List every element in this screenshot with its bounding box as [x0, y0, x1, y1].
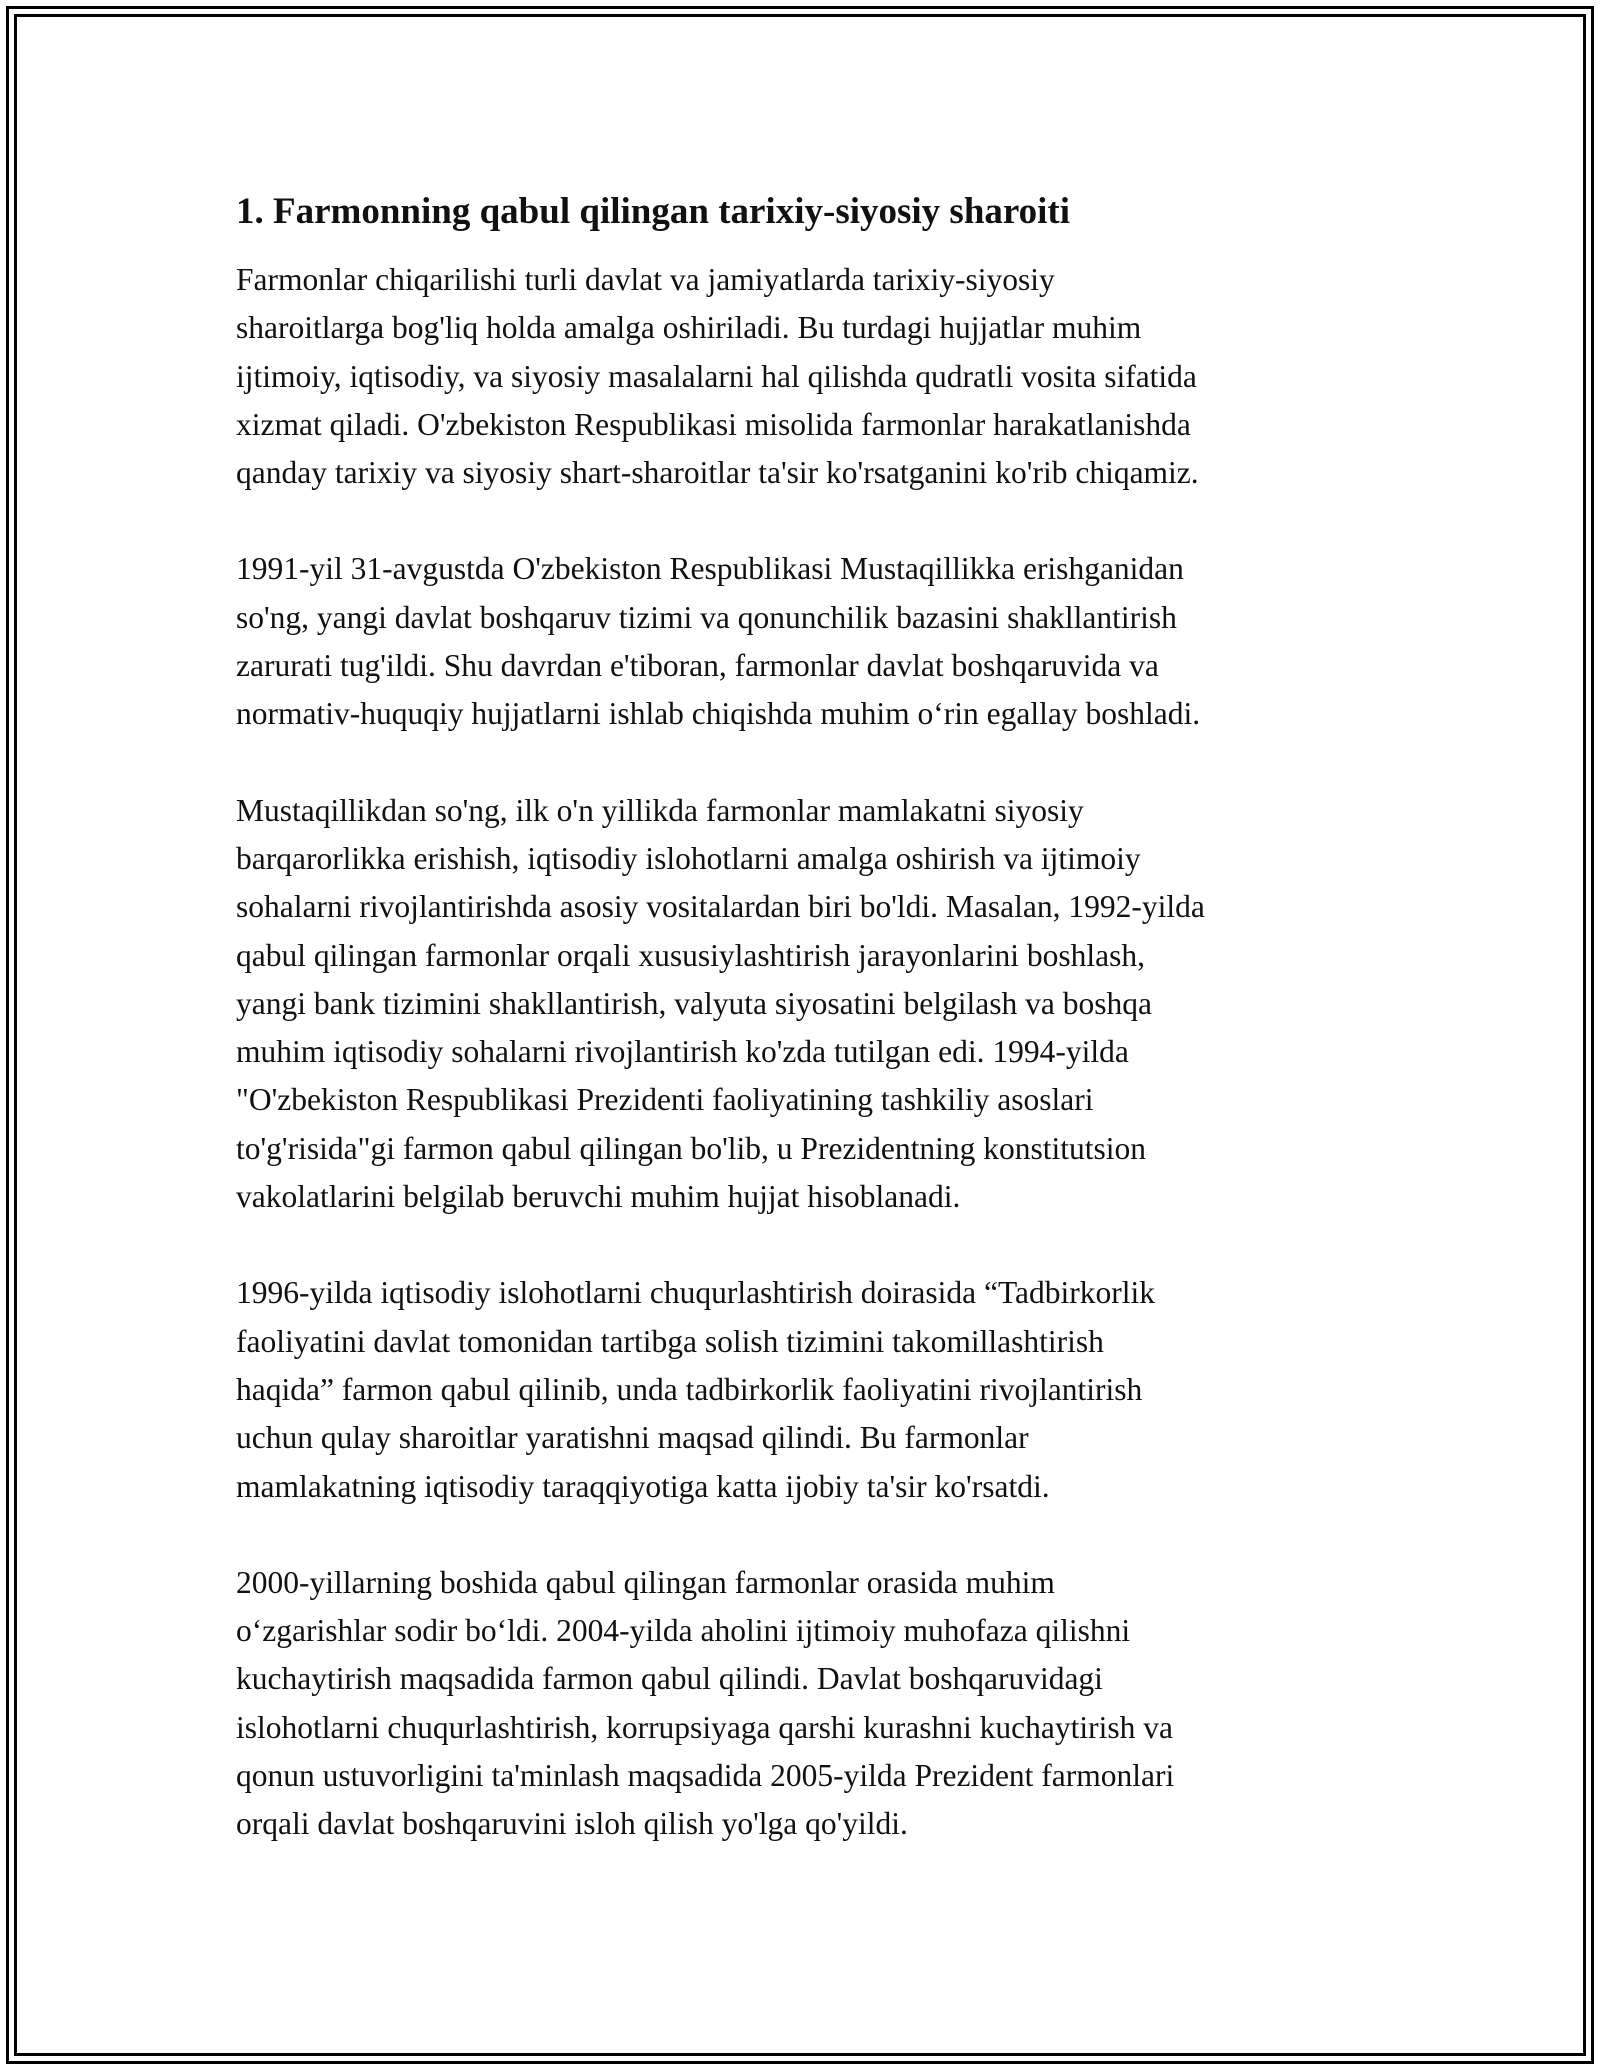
text-line: sohalarni rivojlantirishda asosiy vositalardan biri bo'ldi. Masalan, 1992-yilda — [236, 889, 1205, 925]
text-line: xizmat qiladi. O'zbekiston Respublikasi misolida farmonlar harakatlanishda — [236, 406, 1191, 442]
text-line: qonun ustuvorligini ta'minlash maqsadida 2005-yilda Prezident farmonlari — [236, 1758, 1175, 1794]
text-line: Mustaqillikdan so'ng, ilk o'n yillikda farmonlar mamlakatni siyosiy — [236, 792, 1084, 828]
text-line: yangi bank tizimini shakllantirish, valyuta siyosatini belgilash va boshqa — [236, 985, 1152, 1021]
text-line: mamlakatning iqtisodiy taraqqiyotiga katta ijobiy ta'sir ko'rsatdi. — [236, 1468, 1050, 1504]
text-line: orqali davlat boshqaruvini isloh qilish yo'lga qo'yildi. — [236, 1806, 908, 1842]
text-line: faoliyatini davlat tomonidan tartibga solish tizimini takomillashtirish — [236, 1323, 1104, 1359]
text-line: haqida” farmon qabul qilinib, unda tadbirkorlik faoliyatini rivojlantirish — [236, 1371, 1143, 1407]
text-line: 1991-yil 31-avgustda O'zbekiston Respublikasi Mustaqillikka erishganidan — [236, 551, 1184, 587]
text-line: islohotlarni chuqurlashtirish, korrupsiyaga qarshi kurashni kuchaytirish va — [236, 1709, 1173, 1745]
text-line: so'ng, yangi davlat boshqaruv tizimi va qonunchilik bazasini shakllantirish — [236, 599, 1177, 635]
text-line: o‘zgarishlar sodir bo‘ldi. 2004-yilda aholini ijtimoiy muhofaza qilishni — [236, 1613, 1131, 1649]
text-line: Farmonlar chiqarilishi turli davlat va jamiyatlarda tarixiy-siyosiy — [236, 262, 1055, 297]
text-line: ijtimoiy, iqtisodiy, va siyosiy masalalarni hal qilishda qudratli vosita sifatida — [236, 358, 1197, 394]
text-line: vakolatlarini belgilab beruvchi muhim hujjat hisoblanadi. — [236, 1179, 961, 1215]
text-line: 2000-yillarning boshida qabul qilingan farmonlar orasida muhim — [236, 1564, 1055, 1600]
paragraph — [236, 787, 1376, 1222]
text-line: sharoitlarga bog'liq holda amalga oshiriladi. Bu turdagi hujjatlar muhim — [236, 310, 1142, 346]
paragraph — [236, 545, 1376, 738]
text-line: 1996-yilda iqtisodiy islohotlarni chuqurlashtirish doirasida “Tadbirkorlik — [236, 1275, 1156, 1311]
text-line: zarurati tug'ildi. Shu davrdan e'tiboran, farmonlar davlat boshqaruvida va — [236, 648, 1159, 684]
text-line: muhim iqtisodiy sohalarni rivojlantirish ko'zda tutilgan edi. 1994-yilda — [236, 1034, 1129, 1070]
paragraph — [236, 1559, 1376, 1849]
paragraph — [236, 256, 1376, 497]
text-line: qanday tarixiy va siyosiy shart-sharoitlar ta'sir ko'rsatganini ko'rib chiqamiz. — [236, 455, 1199, 491]
document-body — [236, 188, 1376, 1897]
text-line: uchun qulay sharoitlar yaratishni maqsad qilindi. Bu farmonlar — [236, 1420, 1029, 1456]
text-line: to'g'risida"gi farmon qabul qilingan bo'lib, u Prezidentning konstitutsion — [236, 1130, 1147, 1166]
section-heading: 1. Farmonning qabul qilingan tarixiy-siyosiy sharoiti — [236, 191, 1071, 232]
text-line: "O'zbekiston Respublikasi Prezidenti faoliyatining tashkiliy asoslari — [236, 1082, 1094, 1118]
text-line: barqarorlikka erishish, iqtisodiy islohotlarni amalga oshirish va ijtimoiy — [236, 840, 1141, 876]
text-line: qabul qilingan farmonlar orqali xususiylashtirish jarayonlarini boshlash, — [236, 937, 1145, 973]
text-line: normativ-huquqiy hujjatlarni ishlab chiqishda muhim o‘rin egallay boshladi. — [236, 696, 1201, 732]
text-line: kuchaytirish maqsadida farmon qabul qilindi. Davlat boshqaruvidagi — [236, 1661, 1103, 1697]
paragraph — [236, 1269, 1376, 1510]
